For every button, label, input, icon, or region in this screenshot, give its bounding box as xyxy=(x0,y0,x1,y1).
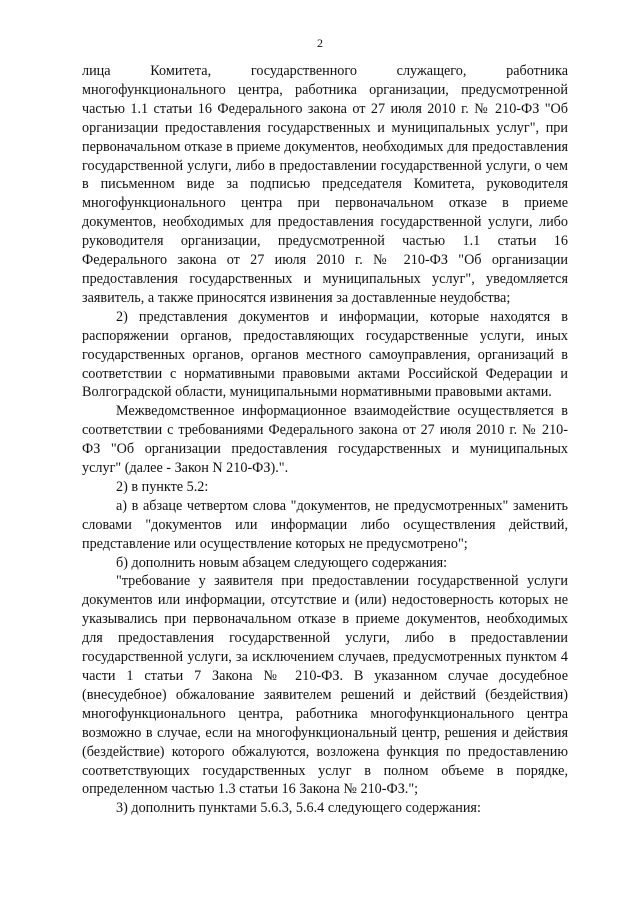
paragraph-interagency-interaction: Межведомственное информационное взаимодействие осуществляется в соответствии с требованиями Федерального закона от 27 июля 2010 г. № 210-ФЗ "Об организации предоставления государственных и муниципальных услуг" (далее - Закон N 210-ФЗ).". xyxy=(82,403,568,477)
page-number: 2 xyxy=(317,36,323,50)
paragraph-item-2-documents: 2) представления документов и информации, которые находятся в распоряжении органов, предоставляющих государственные услуги, иных государственных органов, органов местного самоуправления, организаций в соответствии с нормативными правовыми актами Российской Федерации и Волгоградской области, муниципальными нормативными правовыми актами. xyxy=(82,308,568,401)
paragraph-quoted-requirement: "требование у заявителя при предоставлении государственной услуги документов или информации, отсутствие и (или) недостоверность которых не указывались при первоначальном отказе в приеме документов, необходимых для предоставления государственной услуги, либо в предоставлении государственной услуги, за исключением случаев, предусмотренных пунктом 4 части 1 статьи 7 Закона № 210-ФЗ. В указанном случае досудебное (внесудебное) обжалование заявителем решений и действий (бездействия) многофункционального центра, работника многофункционального центра возможно в случае, если на многофункциональный центр, решения и действия (бездействие) которого обжалуются, возложена функция по предоставлению соответствующих государственных услуг в полном объеме в порядке, определенном частью 1.3 статьи 16 Закона № 210-ФЗ."; xyxy=(82,573,568,798)
paragraph-subitem-b: б) дополнить новым абзацем следующего содержания: xyxy=(116,554,448,571)
paragraph-clause-5-2: 2) в пункте 5.2: xyxy=(116,478,209,495)
paragraph-subitem-a: а) в абзаце четвертом слова "документов, не предусмотренных" заменить словами "документов или информации либо осуществления действий, представление или осуществление которых не предусмотрено"; xyxy=(82,497,568,552)
paragraph-item-3-additions: 3) дополнить пунктами 5.6.3, 5.6.4 следующего содержания: xyxy=(116,800,481,817)
document-body xyxy=(82,62,568,818)
paragraph-continuation: лица Комитета, государственного служащего, работника многофункционального центра, работника организации, предусмотренной частью 1.1 статьи 16 Федерального закона от 27 июля 2010 г. № 210-ФЗ "Об организации предоставления государственных и муниципальных услуг", при первоначальном отказе в приеме документов, необходимых для предоставления государственной услуги, либо в предоставлении государственной услуги, о чем в письменном виде за подписью председателя Комитета, руководителя многофункционального центра при первоначальном отказе в приеме документов, необходимых для предоставления государственной услуги, либо руководителя организации, предусмотренной частью 1.1 статьи 16 Федерального закона от 27 июля 2010 г. № 210-ФЗ "Об организации предоставления государственных и муниципальных услуг", уведомляется заявитель, а также приносятся извинения за доставленные неудобства; xyxy=(82,63,568,306)
